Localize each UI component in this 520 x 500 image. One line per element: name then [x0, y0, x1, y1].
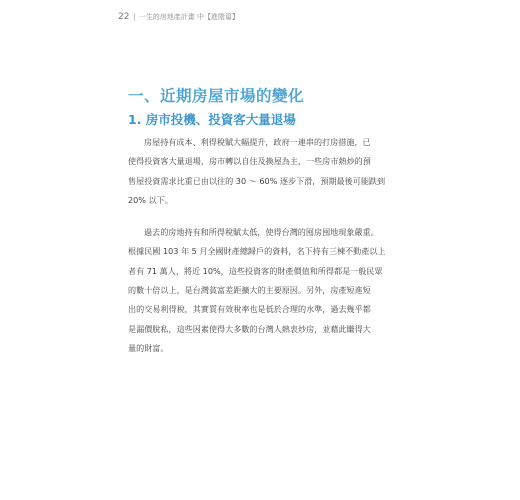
text-line: 量的財富。 [128, 342, 169, 353]
sub-heading: 1. 房市投機、投資客大量退場 [128, 112, 296, 127]
text-line: 過去的房地持有和所得稅賦太低，使得台灣的囤房囤地現象嚴重。 [144, 227, 379, 238]
text-line: 是漏價脫私，這些因素使得大多數的台灣人熱衷炒房，並藉此賺得大 [128, 323, 371, 334]
text-line: 根據民國 103 年 5 月全國財產總歸戶的資料，名下持有三棟不動產以上 [128, 246, 386, 257]
text-line: 房屋持有成本、利得稅賦大幅提升，政府一連串的打房措施，已 [144, 137, 371, 147]
text-line: 使得投資客大量退場，房市轉以自住及換屋為主，一些房市熱炒的預 [128, 156, 371, 167]
section-heading: 一、近期房屋市場的變化 [128, 87, 305, 105]
text-line: 出的交易利得稅，其實質有效稅率也是低於合理的水準，過去幾乎都 [128, 304, 371, 315]
running-header [118, 12, 239, 22]
header-separator: | [133, 13, 136, 21]
paragraph [128, 133, 394, 210]
book-title: 一生的房地產計畫 中【進階篇】 [138, 13, 240, 21]
body-text [128, 133, 394, 358]
text-line: 的數十倍以上，是台灣貧富差距擴大的主要原因。另外，房產短進短 [128, 285, 371, 296]
paragraph [128, 223, 394, 358]
paragraph-gap [128, 210, 394, 223]
page-number: 22 [118, 12, 130, 22]
text-line: 者有 71 萬人，將近 10%，這些投資客的財產價值和所得都是一般民眾 [128, 265, 383, 276]
text-line: 售屋投資需求比重已由以往的 30 ～ 60% 逐步下滑，預期最後可能跌到 [128, 175, 386, 186]
text-line: 20% 以下。 [128, 194, 173, 205]
